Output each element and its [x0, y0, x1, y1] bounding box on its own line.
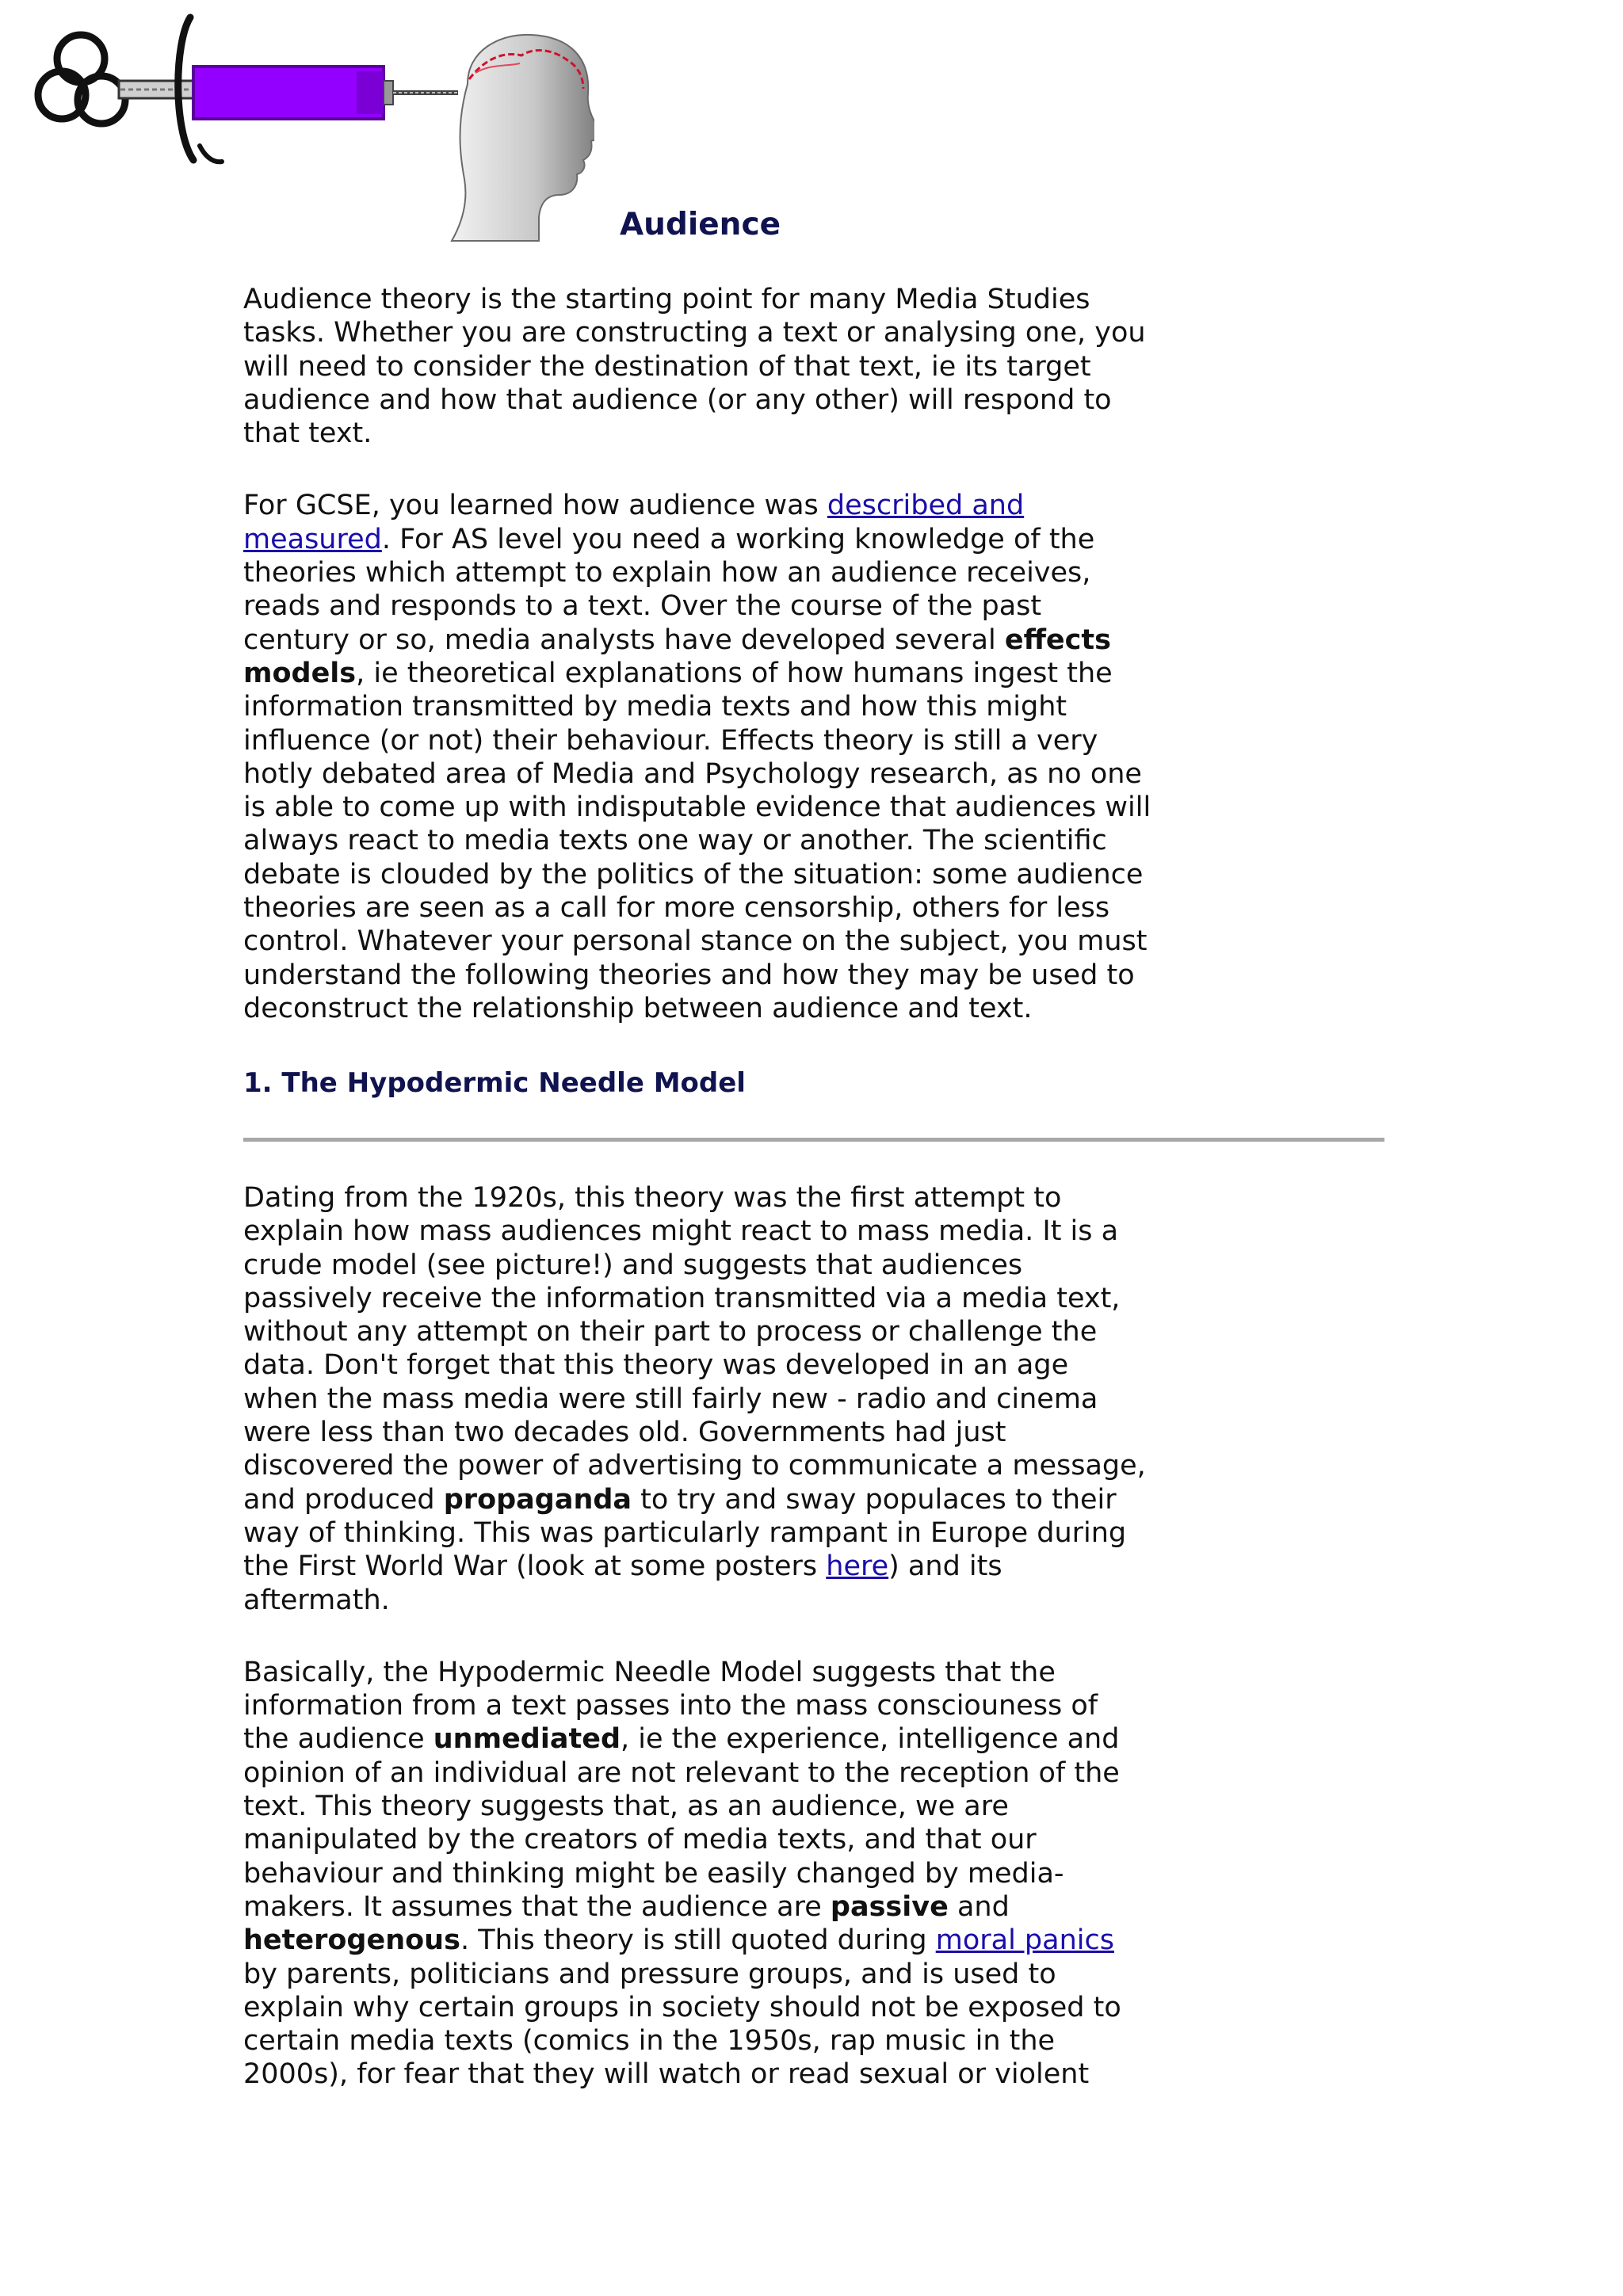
intro-line: will need to consider the destination of that text, ie its target [243, 350, 1091, 383]
basically-text: , ie the experience, intelligence and [621, 1723, 1120, 1756]
basically-line: information from a text passes into the mass consciouness of [243, 1690, 1098, 1722]
gcse-line: debate is clouded by the politics of the situation: some audience [243, 858, 1144, 891]
page-title: Audience [620, 207, 781, 242]
dating-line: data. Don't forget that this theory was developed in an age [243, 1349, 1069, 1382]
gcse-line: understand the following theories and how they may be used to [243, 959, 1135, 991]
hypodermic-needle-head-icon [24, 11, 594, 249]
basically-text: makers. It assumes that the audience are [243, 1890, 831, 1923]
basically-line: 2000s), for fear that they will watch or read sexual or violent [243, 2058, 1090, 2091]
basically-line: Basically, the Hypodermic Needle Model suggests that the [243, 1656, 1056, 1688]
gcse-line [243, 624, 1163, 657]
dating-line [243, 1483, 1163, 1516]
dating-text: and produced [243, 1483, 444, 1516]
basically-text: the audience [243, 1723, 433, 1756]
dating-line: when the mass media were still fairly new - radio and cinema [243, 1383, 1098, 1415]
gcse-text: . For AS level you need a working knowledge of the [381, 523, 1095, 555]
basically-paragraph [243, 1656, 1163, 2092]
dating-line: Dating from the 1920s, this theory was the first attempt to [243, 1182, 1062, 1214]
gcse-line: always react to media texts one way or another. The scientific [243, 825, 1107, 857]
gcse-paragraph [243, 489, 1163, 1025]
gcse-line [243, 489, 1163, 522]
gcse-line [243, 657, 1163, 690]
unmediated-bold: unmediated [433, 1723, 621, 1756]
dating-line [243, 1550, 1163, 1583]
intro-paragraph [243, 283, 1163, 450]
dating-text: ) and its [888, 1550, 1002, 1583]
dating-text: the First World War (look at some posters [243, 1550, 827, 1583]
dating-line: without any attempt on their part to process or challenge the [243, 1316, 1098, 1348]
dating-line: passively receive the information transmitted via a media text, [243, 1282, 1121, 1314]
intro-section [243, 283, 1163, 1102]
basically-line [243, 1890, 1163, 1924]
intro-line: audience and how that audience (or any other) will respond to [243, 383, 1112, 416]
section-heading-hypodermic: 1. The Hypodermic Needle Model [243, 1067, 746, 1100]
heterogenous-bold: heterogenous [243, 1924, 460, 1957]
basically-line: text. This theory suggests that, as an audience, we are [243, 1791, 1009, 1823]
models-bold: models [243, 657, 357, 689]
gcse-text: century or so, media analysts have developed several [243, 624, 1005, 656]
gcse-line: theories which attempt to explain how an audience receives, [243, 557, 1091, 589]
posters-here-link[interactable]: here [826, 1550, 889, 1583]
described-and-measured-link-cont[interactable]: measured [243, 523, 382, 555]
dating-paragraph [243, 1181, 1163, 1617]
basically-text: . This theory is still quoted during [460, 1924, 936, 1957]
dating-line: explain how mass audiences might react to mass media. It is a [243, 1215, 1119, 1248]
dating-line: discovered the power of advertising to communicate a message, [243, 1450, 1146, 1482]
dating-line: aftermath. [243, 1584, 390, 1616]
dating-text: to try and sway populaces to their [632, 1483, 1117, 1516]
gcse-line: influence (or not) their behaviour. Effects theory is still a very [243, 724, 1098, 757]
effects-bold: effects [1004, 624, 1111, 656]
gcse-text: , ie theoretical explanations of how humans ingest the [356, 657, 1113, 689]
basically-line: opinion of an individual are not relevant to the reception of the [243, 1756, 1120, 1789]
gcse-line: hotly debated area of Media and Psychology research, as no one [243, 757, 1142, 790]
basically-line: behaviour and thinking might be easily changed by media- [243, 1857, 1064, 1890]
dating-line: way of thinking. This was particularly rampant in Europe during [243, 1516, 1127, 1549]
gcse-line: information transmitted by media texts and how this might [243, 691, 1067, 723]
gcse-line [243, 523, 1163, 556]
basically-line: certain media texts (comics in the 1950s, rap music in the [243, 2025, 1056, 2058]
basically-line: by parents, politicians and pressure groups, and is used to [243, 1958, 1056, 1990]
gcse-line: deconstruct the relationship between audience and text. [243, 992, 1033, 1024]
basically-line [243, 1924, 1163, 1957]
basically-line: explain why certain groups in society should not be exposed to [243, 1991, 1121, 2023]
basically-line: manipulated by the creators of media texts, and that our [243, 1824, 1037, 1856]
gcse-line: is able to come up with indisputable evidence that audiences will [243, 791, 1151, 824]
basically-line [243, 1722, 1163, 1756]
gcse-line: theories are seen as a call for more censorship, others for less [243, 892, 1110, 925]
intro-line: Audience theory is the starting point for many Media Studies [243, 284, 1090, 315]
moral-panics-link[interactable]: moral panics [935, 1924, 1114, 1957]
gcse-text: For GCSE, you learned how audience was [243, 490, 827, 522]
intro-line: tasks. Whether you are constructing a text or analysing one, you [243, 317, 1146, 349]
described-and-measured-link[interactable]: described and [827, 490, 1025, 522]
hypodermic-section [243, 1181, 1163, 2130]
intro-line: that text. [243, 418, 372, 450]
dating-line: were less than two decades old. Governments had just [243, 1417, 1006, 1449]
propaganda-bold: propaganda [443, 1483, 632, 1516]
basically-text: and [948, 1890, 1010, 1923]
gcse-line: reads and responds to a text. Over the course of the past [243, 590, 1042, 623]
passive-bold: passive [830, 1890, 949, 1923]
dating-line: crude model (see picture!) and suggests that audiences [243, 1249, 1023, 1281]
horizontal-divider [243, 1138, 1384, 1142]
gcse-line: control. Whatever your personal stance on the subject, you must [243, 925, 1148, 958]
